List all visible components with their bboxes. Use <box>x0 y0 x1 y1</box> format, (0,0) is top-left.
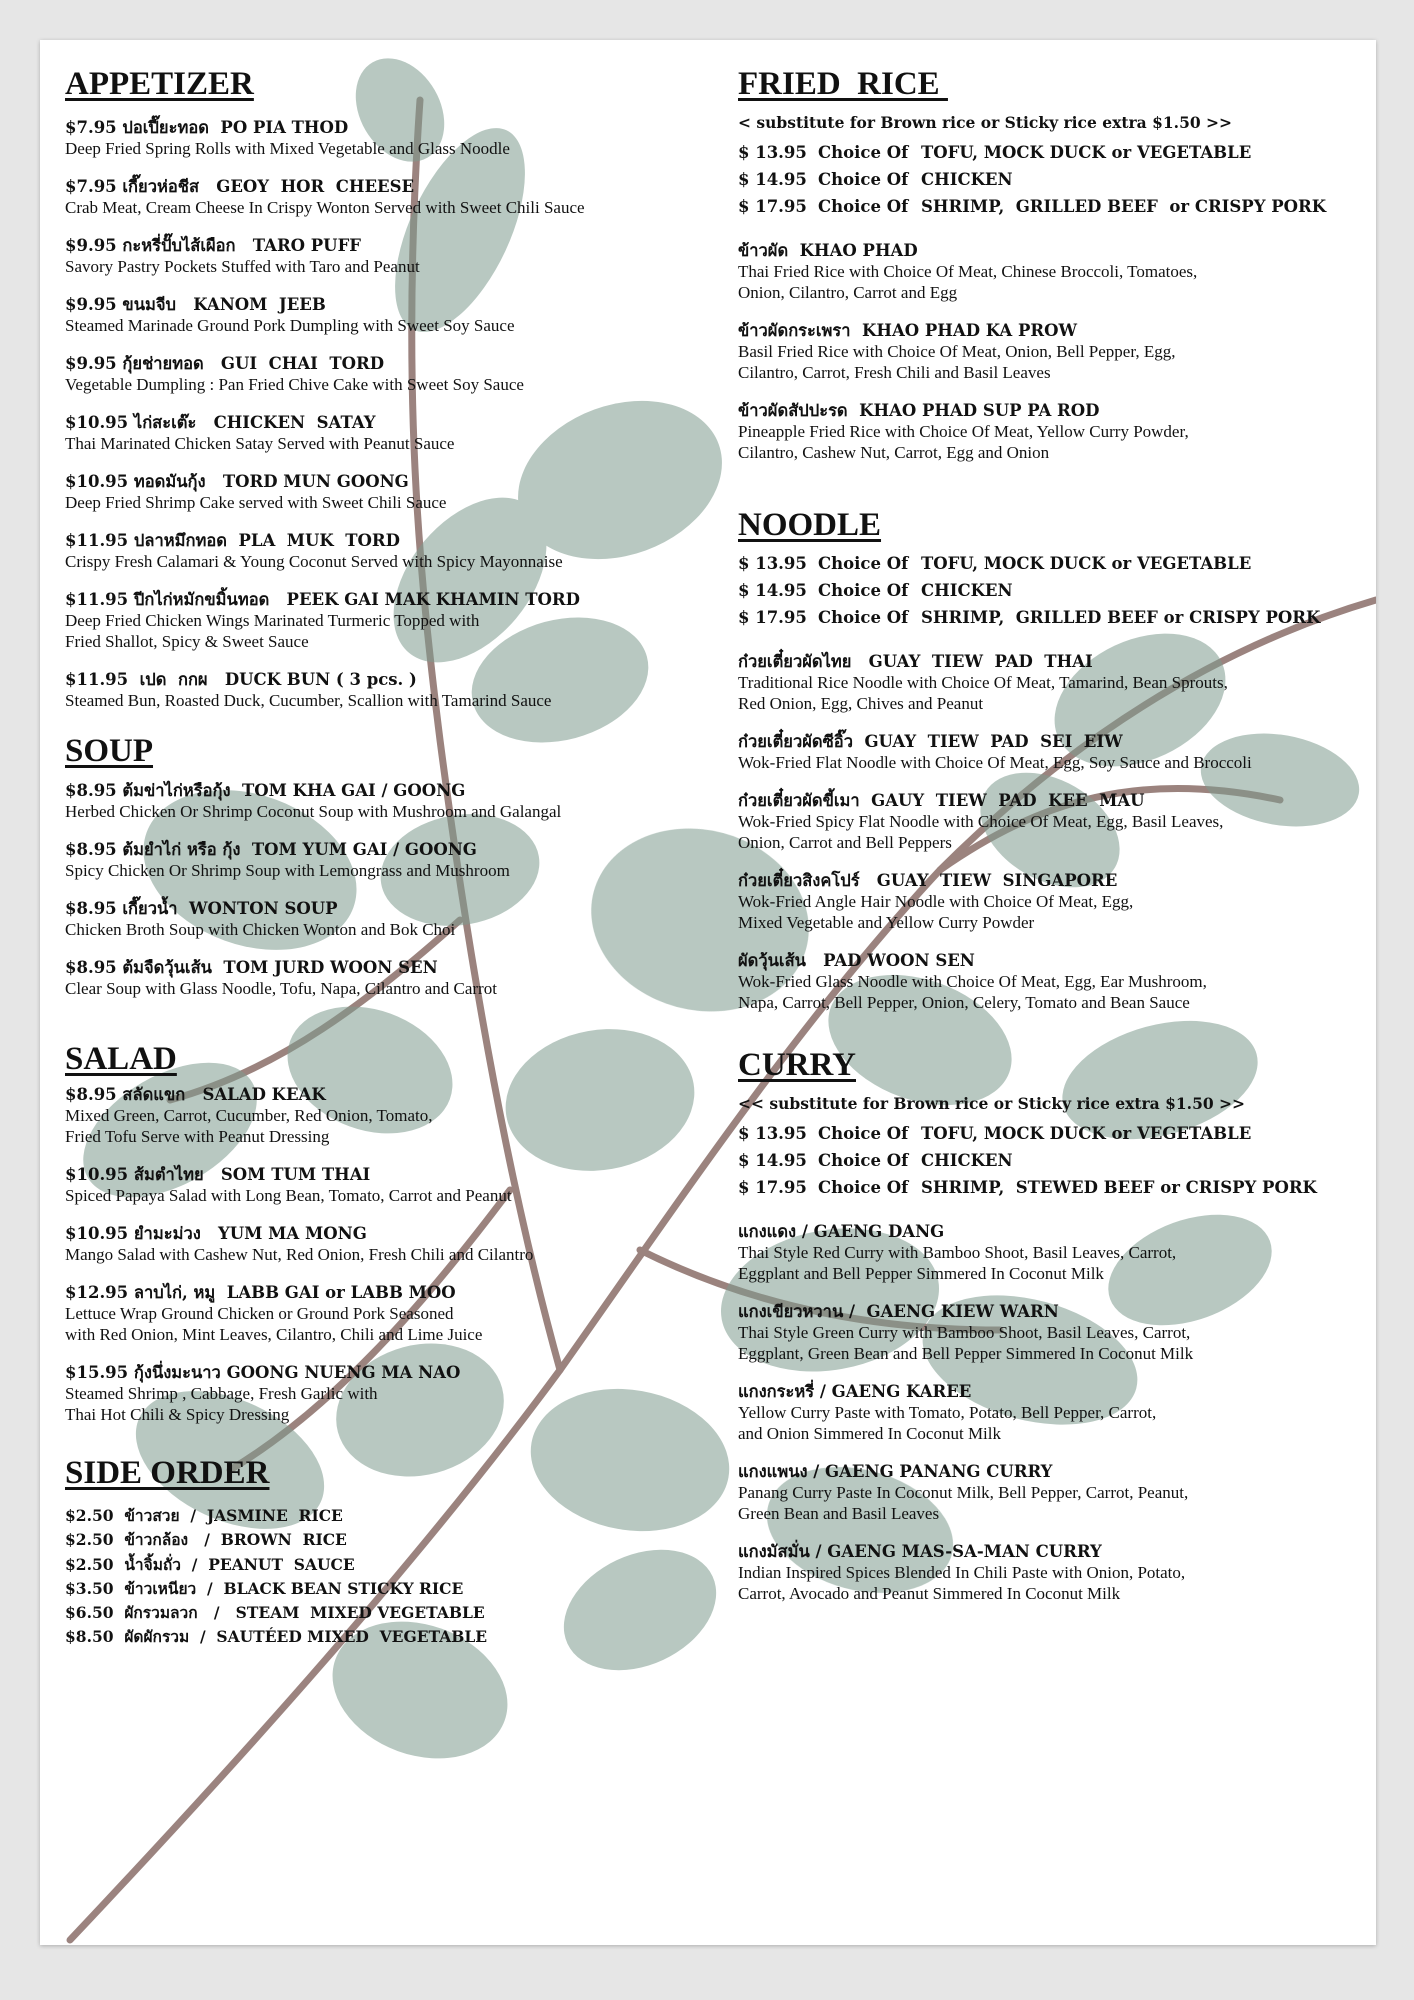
salad-item <box>65 1282 685 1345</box>
meat-options: CHICKEN <box>921 170 1013 189</box>
item-description: Indian Inspired Spices Blended In Chili Paste with Onion, Potato, Carrot, Avocado and Peanut Simmered In Coconut Milk <box>738 1563 1186 1603</box>
item-description: Deep Fried Spring Rolls with Mixed Vegetable and Glass Noodle <box>65 139 510 158</box>
item-name: แกงเขียวหวาน / GAENG KIEW WARN <box>738 1302 1059 1321</box>
item-description: Spiced Papaya Salad with Long Bean, Tomato, Carrot and Peanut <box>65 1186 512 1205</box>
item-description: Steamed Marinade Ground Pork Dumpling with Sweet Soy Sauce <box>65 316 515 335</box>
item-name: $15.95 กุ้งนึ่งมะนาว GOONG NUENG MA NAO <box>65 1363 461 1382</box>
appetizer-item <box>65 294 685 336</box>
curry-item <box>738 1461 1358 1524</box>
item-name: แกงแดง / GAENG DANG <box>738 1222 945 1241</box>
meat-options: SHRIMP, STEWED BEEF or CRISPY PORK <box>921 1178 1317 1197</box>
item-description: Lettuce Wrap Ground Chicken or Ground Pork Seasoned with Red Onion, Mint Leaves, Cilantro, Chili and Lime Juice <box>65 1304 483 1344</box>
side-order-section <box>65 1455 685 1650</box>
soup-section <box>65 733 685 999</box>
noodle-item <box>738 950 1358 1013</box>
appetizer-item <box>65 589 685 652</box>
item-description: Wok-Fried Flat Noodle with Choice Of Meat, Egg, Soy Sauce and Broccoli <box>738 753 1252 772</box>
price: $ 17.95 <box>738 608 807 627</box>
price: $ 14.95 <box>738 170 807 189</box>
meat-options: CHICKEN <box>921 1151 1013 1170</box>
salad-item <box>65 1362 685 1425</box>
item-name: $11.95 ปลาหมึกทอด PLA MUK TORD <box>65 531 400 550</box>
soup-item <box>65 957 685 999</box>
item-name: ข้าวผัดสัปปะรด KHAO PHAD SUP PA ROD <box>738 401 1100 420</box>
fried-rice-title: FRIED RICE <box>738 66 948 102</box>
choice-label: Choice Of <box>818 581 909 600</box>
item-name: $8.95 เกี๊ยวน้ำ WONTON SOUP <box>65 899 338 918</box>
item-name: ก๋วยเตี๋ยวผัดขี้เมา GAUY TIEW PAD KEE MAU <box>738 791 1145 810</box>
item-description: Wok-Fried Spicy Flat Noodle with Choice Of Meat, Egg, Basil Leaves, Onion, Carrot and Bell Peppers <box>738 812 1224 852</box>
item-name: $9.95 กะหรี่ปั๊บไส้เผือก TARO PUFF <box>65 236 361 255</box>
item-name: $7.95 เกี๊ยวห่อชีส GEOY HOR CHEESE <box>65 177 415 196</box>
price: $ 13.95 <box>738 554 807 573</box>
noodle-item <box>738 651 1358 714</box>
noodle-item <box>738 790 1358 853</box>
item-description: Mixed Green, Carrot, Cucumber, Red Onion, Tomato, Fried Tofu Serve with Peanut Dressing <box>65 1106 433 1146</box>
soup-item <box>65 839 685 881</box>
price-option <box>738 1120 1358 1147</box>
appetizer-item <box>65 235 685 277</box>
noodle-section <box>738 507 1358 1013</box>
item-description: Wok-Fried Angle Hair Noodle with Choice Of Meat, Egg, Mixed Vegetable and Yellow Curry Powder <box>738 892 1134 932</box>
item-name: $11.95 ปีกไก่หมักขมิ้นทอด PEEK GAI MAK KHAMIN TORD <box>65 590 580 609</box>
price: $ 17.95 <box>738 197 807 216</box>
fried-rice-item <box>738 240 1358 303</box>
side-order-item: $2.50 น้ำจิ้มถั่ว / PEANUT SAUCE <box>65 1554 355 1574</box>
item-description: Pineapple Fried Rice with Choice Of Meat, Yellow Curry Powder, Cilantro, Cashew Nut, Carrot, Egg and Onion <box>738 422 1189 462</box>
choice-label: Choice Of <box>818 197 909 216</box>
right-column <box>738 66 1358 1621</box>
item-description: Steamed Shrimp , Cabbage, Fresh Garlic with Thai Hot Chili & Spicy Dressing <box>65 1384 378 1424</box>
left-column <box>65 66 685 1650</box>
price-option <box>738 604 1358 631</box>
price-option <box>738 1147 1358 1174</box>
meat-options: TOFU, MOCK DUCK or VEGETABLE <box>921 1124 1252 1143</box>
appetizer-item <box>65 530 685 572</box>
salad-item <box>65 1223 685 1265</box>
appetizer-title: APPETIZER <box>65 66 254 102</box>
price-option <box>738 577 1358 604</box>
item-name: $12.95 ลาบไก่, หมู LABB GAI or LABB MOO <box>65 1283 456 1302</box>
price: $ 13.95 <box>738 143 807 162</box>
salad-item <box>65 1164 685 1206</box>
meat-options: CHICKEN <box>921 581 1013 600</box>
item-description: Basil Fried Rice with Choice Of Meat, Onion, Bell Pepper, Egg, Cilantro, Carrot, Fresh Chili and Basil Leaves <box>738 342 1176 382</box>
side-order-item: $2.50 ข้าวกล้อง / BROWN RICE <box>65 1530 347 1550</box>
fried-rice-item <box>738 400 1358 463</box>
menu-page <box>40 40 1376 1945</box>
curry-item <box>738 1381 1358 1444</box>
salad-title: SALAD <box>65 1041 177 1077</box>
salad-section <box>65 1041 685 1425</box>
meat-options: TOFU, MOCK DUCK or VEGETABLE <box>921 143 1252 162</box>
item-name: ก๋วยเตี๋ยวสิงคโปร์ GUAY TIEW SINGAPORE <box>738 871 1118 890</box>
item-description: Spicy Chicken Or Shrimp Soup with Lemongrass and Mushroom <box>65 861 510 880</box>
price: $ 13.95 <box>738 1124 807 1143</box>
item-name: $9.95 ขนมจีบ KANOM JEEB <box>65 295 326 314</box>
item-description: Deep Fried Chicken Wings Marinated Turmeric Topped with Fried Shallot, Spicy & Sweet Sauce <box>65 611 480 651</box>
price-options <box>738 550 1358 631</box>
item-name: ข้าวผัดกระเพรา KHAO PHAD KA PROW <box>738 321 1077 340</box>
side-order-item: $6.50 ผักรวมลวก / STEAM MIXED VEGETABLE <box>65 1603 485 1623</box>
appetizer-item <box>65 176 685 218</box>
price-options <box>738 139 1358 220</box>
item-name: แกงกระหรี่ / GAENG KAREE <box>738 1382 972 1401</box>
item-name: $8.95 ต้มข่าไก่หรือกุ้ง TOM KHA GAI / GOONG <box>65 781 466 800</box>
item-name: ก๋วยเตี๋ยวผัดซีอิ๊ว GUAY TIEW PAD SEI EIW <box>738 732 1123 751</box>
appetizer-section <box>65 66 685 711</box>
choice-label: Choice Of <box>818 1151 909 1170</box>
noodle-title: NOODLE <box>738 507 882 543</box>
curry-item <box>738 1221 1358 1284</box>
side-order-item: $8.50 ผัดผักรวม / SAUTÉED MIXED VEGETABLE <box>65 1627 488 1647</box>
side-order-item: $2.50 ข้าวสวย / JASMINE RICE <box>65 1506 343 1525</box>
item-description: Savory Pastry Pockets Stuffed with Taro and Peanut <box>65 257 420 276</box>
item-description: Thai Style Red Curry with Bamboo Shoot, Basil Leaves, Carrot, Eggplant and Bell Pepper Simmered In Coconut Milk <box>738 1243 1177 1283</box>
item-name: $10.95 ส้มตำไทย SOM TUM THAI <box>65 1165 371 1184</box>
side-order-title: SIDE ORDER <box>65 1455 270 1491</box>
fried-rice-item <box>738 320 1358 383</box>
item-name: $10.95 ไก่สะเต๊ะ CHICKEN SATAY <box>65 413 376 432</box>
item-name: $10.95 ยำมะม่วง YUM MA MONG <box>65 1224 367 1243</box>
item-description: Yellow Curry Paste with Tomato, Potato, Bell Pepper, Carrot, and Onion Simmered In Coconut Milk <box>738 1403 1157 1443</box>
choice-label: Choice Of <box>818 1178 909 1197</box>
item-description: Thai Fried Rice with Choice Of Meat, Chinese Broccoli, Tomatoes, Onion, Cilantro, Carrot and Egg <box>738 262 1198 302</box>
choice-label: Choice Of <box>818 143 909 162</box>
price-option <box>738 139 1358 166</box>
curry-item <box>738 1301 1358 1364</box>
price: $ 14.95 <box>738 581 807 600</box>
item-name: $10.95 ทอดมันกุ้ง TORD MUN GOONG <box>65 472 409 491</box>
item-description: Deep Fried Shrimp Cake served with Sweet Chili Sauce <box>65 493 447 512</box>
salad-item <box>65 1084 685 1147</box>
appetizer-item <box>65 353 685 395</box>
item-description: Thai Marinated Chicken Satay Served with Peanut Sauce <box>65 434 455 453</box>
price: $ 17.95 <box>738 1178 807 1197</box>
substitution-note: < substitute for Brown rice or Sticky rice extra $1.50 >> <box>738 113 1233 132</box>
appetizer-item <box>65 471 685 513</box>
curry-title: CURRY <box>738 1047 856 1083</box>
item-name: $7.95 ปอเปี๊ยะทอด PO PIA THOD <box>65 118 349 137</box>
choice-label: Choice Of <box>818 1124 909 1143</box>
item-description: Thai Style Green Curry with Bamboo Shoot, Basil Leaves, Carrot, Eggplant, Green Bean and Bell Pepper Simmered In Coconut Milk <box>738 1323 1194 1363</box>
item-description: Wok-Fried Glass Noodle with Choice Of Meat, Egg, Ear Mushroom, Napa, Carrot, Bell Pepper, Onion, Celery, Tomato and Bean Sauce <box>738 972 1207 1012</box>
item-description: Mango Salad with Cashew Nut, Red Onion, Fresh Chili and Cilantro <box>65 1245 534 1264</box>
soup-item <box>65 780 685 822</box>
soup-title: SOUP <box>65 733 154 769</box>
item-description: Traditional Rice Noodle with Choice Of Meat, Tamarind, Bean Sprouts, Red Onion, Egg, Chives and Peanut <box>738 673 1228 713</box>
item-name: $11.95 เปด กกผ DUCK BUN ( 3 pcs. ) <box>65 670 417 689</box>
item-description: Herbed Chicken Or Shrimp Coconut Soup with Mushroom and Galangal <box>65 802 562 821</box>
item-description: Crispy Fresh Calamari & Young Coconut Served with Spicy Mayonnaise <box>65 552 563 571</box>
choice-label: Choice Of <box>818 608 909 627</box>
item-description: Panang Curry Paste In Coconut Milk, Bell Pepper, Carrot, Peanut, Green Bean and Basil Leaves <box>738 1483 1189 1523</box>
item-name: ข้าวผัด KHAO PHAD <box>738 241 918 260</box>
noodle-item <box>738 731 1358 773</box>
price-options <box>738 1120 1358 1201</box>
item-name: $8.95 สลัดแขก SALAD KEAK <box>65 1085 326 1104</box>
item-name: $8.95 ต้มจืดวุ้นเส้น TOM JURD WOON SEN <box>65 958 438 977</box>
item-description: Clear Soup with Glass Noodle, Tofu, Napa, Cilantro and Carrot <box>65 979 497 998</box>
fried-rice-section <box>738 66 1358 463</box>
price: $ 14.95 <box>738 1151 807 1170</box>
item-name: $9.95 กุ้ยช่ายทอด GUI CHAI TORD <box>65 354 385 373</box>
appetizer-item <box>65 412 685 454</box>
item-description: Steamed Bun, Roasted Duck, Cucumber, Scallion with Tamarind Sauce <box>65 691 552 710</box>
item-name: แกงมัสมั่น / GAENG MAS-SA-MAN CURRY <box>738 1542 1102 1561</box>
price-option <box>738 550 1358 577</box>
price-option <box>738 1174 1358 1201</box>
meat-options: SHRIMP, GRILLED BEEF or CRISPY PORK <box>921 197 1327 216</box>
item-name: แกงแพนง / GAENG PANANG CURRY <box>738 1462 1053 1481</box>
curry-section <box>738 1047 1358 1604</box>
choice-label: Choice Of <box>818 170 909 189</box>
side-order-item: $3.50 ข้าวเหนียว / BLACK BEAN STICKY RICE <box>65 1578 464 1598</box>
meat-options: SHRIMP, GRILLED BEEF or CRISPY PORK <box>921 608 1321 627</box>
item-name: ผัดวุ้นเส้น PAD WOON SEN <box>738 951 975 970</box>
choice-label: Choice Of <box>818 554 909 573</box>
appetizer-item <box>65 117 685 159</box>
item-description: Chicken Broth Soup with Chicken Wonton and Bok Choi <box>65 920 456 939</box>
price-option <box>738 166 1358 193</box>
appetizer-item <box>65 669 685 711</box>
item-description: Vegetable Dumpling : Pan Fried Chive Cake with Sweet Soy Sauce <box>65 375 524 394</box>
substitution-note: << substitute for Brown rice or Sticky rice extra $1.50 >> <box>738 1094 1246 1113</box>
item-name: ก๋วยเตี๋ยวผัดไทย GUAY TIEW PAD THAI <box>738 652 1093 671</box>
item-description: Crab Meat, Cream Cheese In Crispy Wonton Served with Sweet Chili Sauce <box>65 198 585 217</box>
meat-options: TOFU, MOCK DUCK or VEGETABLE <box>921 554 1252 573</box>
curry-item <box>738 1541 1358 1604</box>
item-name: $8.95 ต้มยำไก่ หรือ กุ้ง TOM YUM GAI / GOONG <box>65 840 477 859</box>
price-option <box>738 193 1358 220</box>
noodle-item <box>738 870 1358 933</box>
soup-item <box>65 898 685 940</box>
